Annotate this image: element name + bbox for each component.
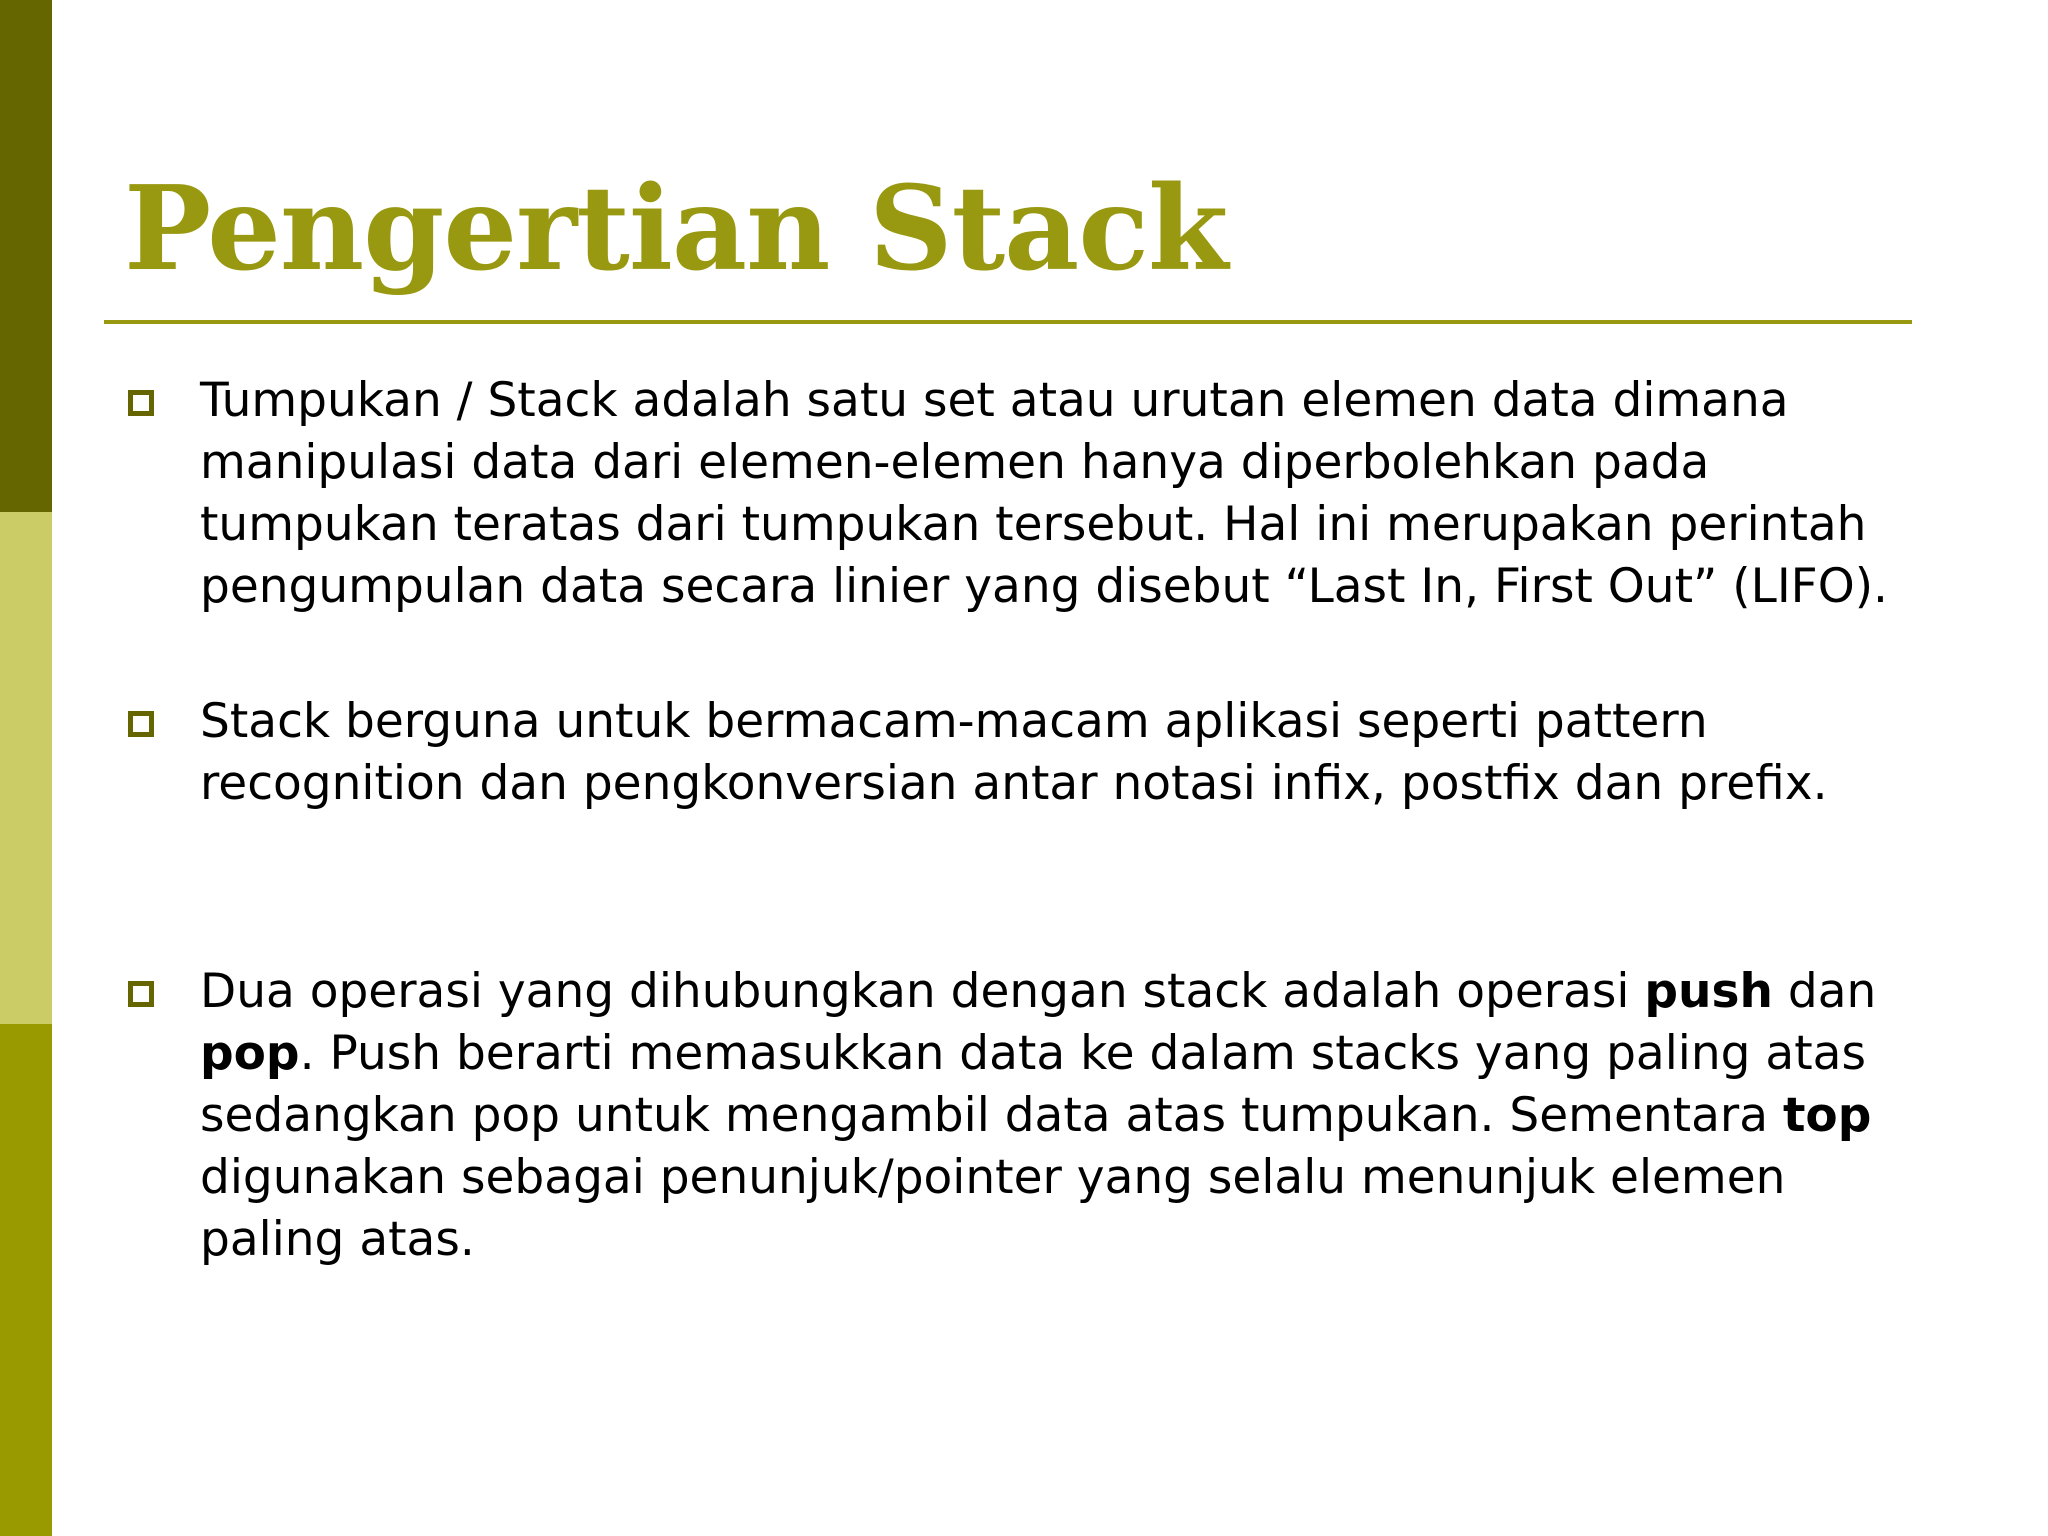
bullet-item-stack-uses — [200, 691, 1920, 815]
hollow-square-bullet-icon — [128, 981, 154, 1007]
hollow-square-bullet-icon — [128, 711, 154, 737]
keyword-top: top — [1782, 1088, 1872, 1143]
keyword-push: push — [1644, 964, 1773, 1019]
bullet-text-segment: digunakan sebagai penunjuk/pointer yang selalu menunjuk elemen paling atas. — [200, 1150, 1786, 1267]
bullet-text-segment: dan — [1772, 964, 1877, 1019]
bullet-text: Tumpukan / Stack adalah satu set atau urutan elemen data dimana manipulasi data dari elemen-elemen hanya diperbolehkan pada tumpukan teratas dari tumpukan tersebut. Hal ini merupakan perintah pengumpulan data secara linier yang disebut “Last In, First Out” (LIFO). — [200, 373, 1888, 614]
bullet-item-stack-definition — [200, 370, 1920, 618]
side-band-light — [0, 512, 52, 1024]
title-divider — [104, 320, 1912, 324]
side-band-olive — [0, 1024, 52, 1536]
side-band-dark — [0, 0, 52, 512]
keyword-pop: pop — [200, 1026, 300, 1081]
slide-title: Pengertian Stack — [124, 161, 1228, 297]
bullet-text-segment: . Push berarti memasukkan data ke dalam stacks yang paling atas sedangkan pop untuk mengambil data atas tumpukan. Sementara — [200, 1026, 1866, 1143]
hollow-square-bullet-icon — [128, 390, 154, 416]
bullet-text: Stack berguna untuk bermacam-macam aplikasi seperti pattern recognition dan pengkonversian antar notasi infix, postfix dan prefix. — [200, 694, 1828, 811]
bullet-item-stack-operations — [200, 961, 1920, 1271]
bullet-text-segment: Dua operasi yang dihubungkan dengan stack adalah operasi — [200, 964, 1645, 1019]
